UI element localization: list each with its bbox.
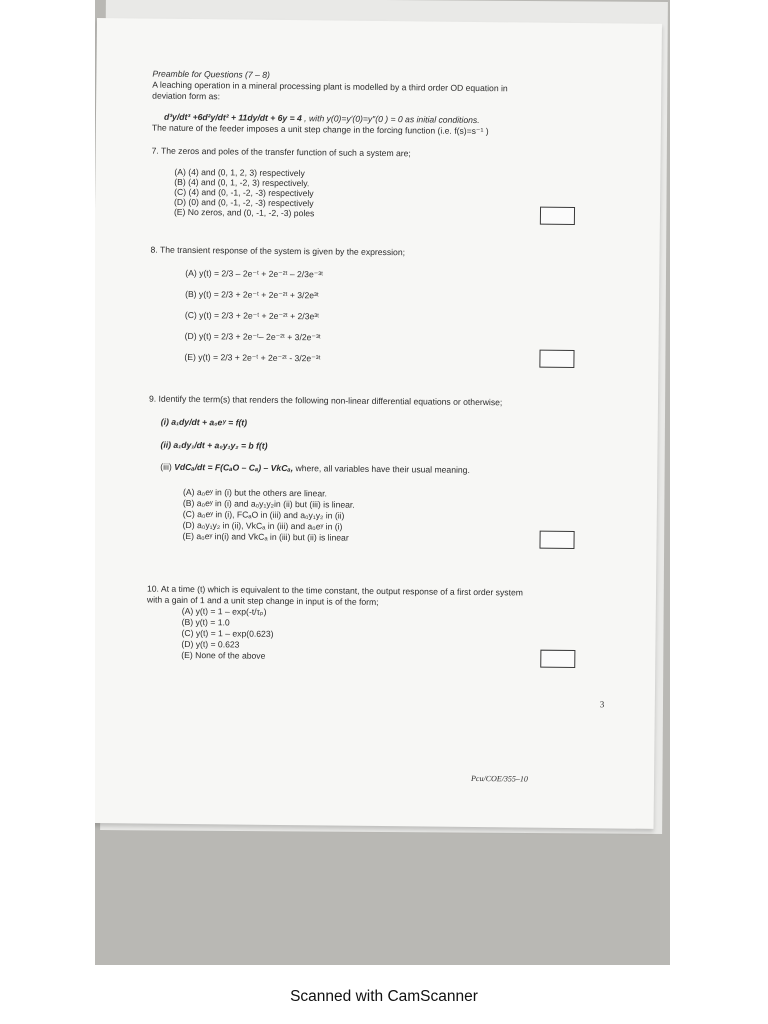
preamble-line: The nature of the feeder imposes a unit step change in the forcing function (i.e. f(s)=s⁻¹ ) <box>151 122 489 137</box>
equation-i: (i) a₁dy/dt + a₀eʸ = f(t) <box>160 416 248 428</box>
option-e: (E) a₀eʸ in(i) and VkCₐ in (iii) but (ii) is linear <box>182 530 349 543</box>
scanner-watermark: Scanned with CamScanner <box>290 988 478 1005</box>
initial-conditions: , with y(0)=y′(0)=y″(0 ) = 0 as initial conditions. <box>304 113 480 126</box>
option-e: (E) No zeros, and (0, -1, -2, -3) poles <box>173 206 315 219</box>
option-b: (B) (4) and (0, 1, -2, 3) respectively. <box>174 176 310 189</box>
question-7-stem: 7. The zeros and poles of the transfer function of such a system are; <box>151 145 411 159</box>
option-c: (C) y(t) = 1 – exp(0.623) <box>181 627 274 639</box>
option-a: (A) (4) and (0, 1, 2, 3) respectively <box>174 166 305 179</box>
question-10-stem: 10. At a time (t) which is equivalent to the time constant, the output response of a first order system <box>146 583 523 598</box>
equation-iii-math: VdCₐ/dt = F(CₐO – Cₐ) – VkCₐ, <box>174 461 294 474</box>
answer-box-q10[interactable] <box>540 650 575 668</box>
option-d: (D) y(t) = 2/3 + 2e⁻ᵗ– 2e⁻²ᵗ + 3/2e⁻³ᵗ <box>184 330 321 343</box>
preamble-line: A leaching operation in a mineral processing plant is modelled by a third order OD equation in <box>152 79 508 94</box>
option-c: (C) y(t) = 2/3 + 2e⁻ᵗ + 2e⁻²ᵗ + 2/3e³ᵗ <box>184 309 320 322</box>
option-a: (A) y(t) = 2/3 – 2e⁻ᵗ + 2e⁻²ᵗ – 2/3e⁻³ᵗ <box>185 267 324 280</box>
option-b: (B) y(t) = 2/3 + 2e⁻ᵗ + 2e⁻²ᵗ + 3/2e³ᵗ <box>185 288 319 301</box>
equation-iii-note: where, all variables have their usual meaning. <box>293 463 470 475</box>
option-e: (E) None of the above <box>181 649 266 661</box>
scanned-photo <box>95 0 670 965</box>
option-a: (A) a₀eʸ in (i) but the others are linear. <box>182 486 327 499</box>
option-a: (A) y(t) = 1 – exp(-t/τₚ) <box>181 605 267 617</box>
question-10-stem: with a gain of 1 and a unit step change in input is of the form; <box>146 594 379 607</box>
preamble-line: deviation form as: <box>152 90 221 102</box>
equation-iii-label: (iii) <box>160 461 172 472</box>
option-b: (B) a₀eʸ in (i) and a₀y₁y₂in (ii) but (iii) is linear. <box>182 497 355 510</box>
option-b: (B) y(t) = 1.0 <box>181 616 230 628</box>
option-c: (C) a₀eʸ in (i), FCₐO in (iii) and a₀y₁y₂ in (ii) <box>182 508 345 521</box>
option-c: (C) (4) and (0, -1, -2, -3) respectively <box>174 186 314 199</box>
option-d: (D) a₀y₁y₂ in (ii), VkCₐ in (iii) and a₀eʸ in (i) <box>182 519 343 532</box>
exam-page <box>95 18 662 829</box>
question-8-stem: 8. The transient response of the system is given by the expression; <box>150 244 406 258</box>
answer-box-q8[interactable] <box>539 350 574 368</box>
option-e: (E) y(t) = 2/3 + 2e⁻ᵗ + 2e⁻²ᵗ - 3/2e⁻³ᵗ <box>184 351 321 364</box>
page-number: 3 <box>599 699 605 710</box>
equation-iii <box>160 462 470 476</box>
answer-box-q9[interactable] <box>539 531 574 549</box>
ode-equation: d³y/dt³ +6d²y/dt² + 11dy/dt + 6y = 4 <box>163 111 302 124</box>
document-reference: Pcu/COE/355–10 <box>471 773 528 784</box>
question-9-stem: 9. Identify the term(s) that renders the following non-linear differential equations or otherwise; <box>148 393 503 408</box>
option-d: (D) y(t) = 0.623 <box>181 638 240 650</box>
equation-ii: (ii) a₁dy₁/dt + a₀y₁y₂ = b f(t) <box>160 439 268 451</box>
option-d: (D) (0) and (0, -1, -2, -3) respectively <box>174 196 314 209</box>
preamble-heading: Preamble for Questions (7 – 8) <box>152 68 270 80</box>
answer-box-q7[interactable] <box>540 207 575 225</box>
